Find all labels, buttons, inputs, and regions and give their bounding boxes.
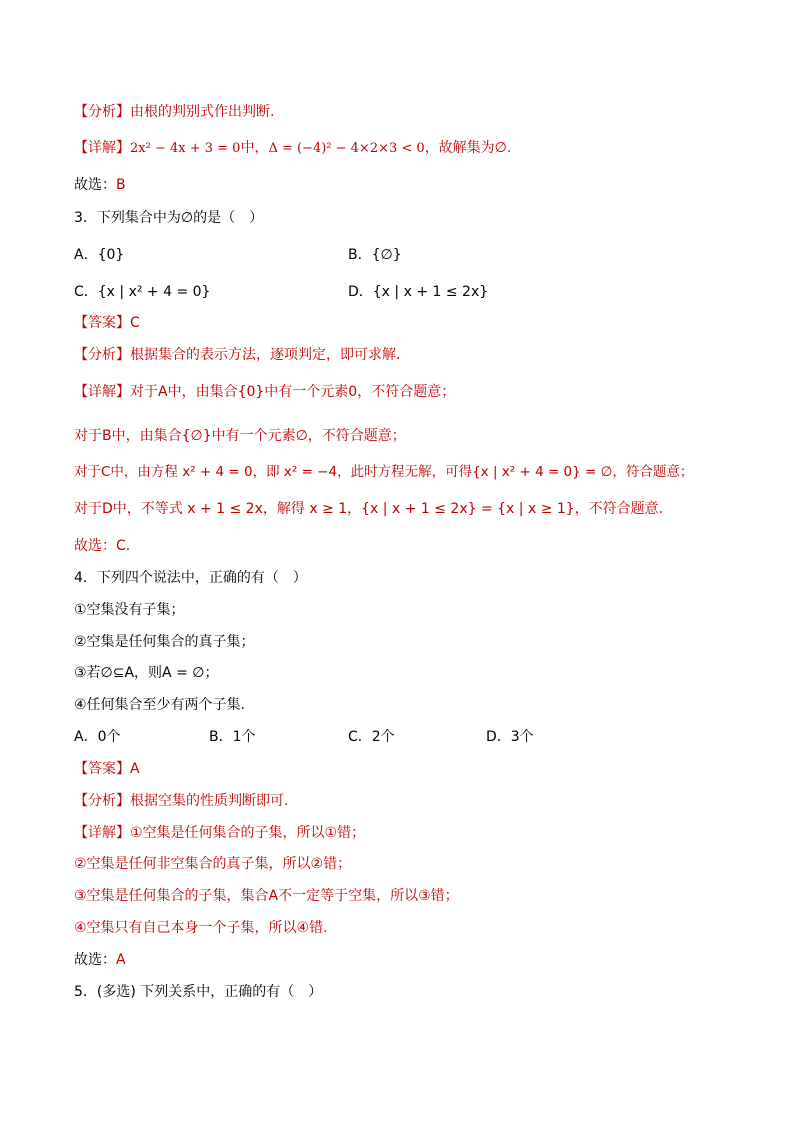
q4-analysis: 【分析】根据空集的性质判断即可. — [74, 793, 289, 809]
q4-option-b: B．1个 — [209, 729, 256, 745]
q3-detail-c: 对于C中，由方程 x² + 4 = 0，即 x² = −4，此时方程无解，可得{x | x² + 4 = 0} = ∅，符合题意； — [74, 464, 694, 480]
q3-stem: 3．下列集合中为∅的是（ ） — [74, 210, 264, 226]
q4-detail-4: ④空集只有自己本身一个子集，所以④错. — [74, 920, 328, 936]
q4-detail-2: ②空集是任何非空集合的真子集，所以②错； — [74, 856, 352, 872]
q4-stem: 4．下列四个说法中，正确的有（ ） — [74, 570, 307, 586]
q3-choice: 故选：C. — [74, 538, 131, 554]
q4-options — [74, 727, 724, 747]
q3-options-row1 — [74, 245, 724, 265]
q4-option-c: C．2个 — [348, 729, 395, 745]
q4-choice: 故选：A — [74, 952, 126, 968]
q4-option-a: A．0个 — [74, 729, 121, 745]
q2-choice: 故选：B — [74, 177, 126, 193]
q3-analysis: 【分析】根据集合的表示方法，逐项判定，即可求解. — [74, 347, 401, 363]
q3-detail-a: 【详解】对于A中，由集合{0}中有一个元素0，不符合题意； — [74, 384, 456, 400]
q3-answer: 【答案】C — [74, 315, 140, 331]
q3-option-b: B．{∅} — [348, 247, 402, 263]
q4-statement-1: ①空集没有子集； — [74, 602, 185, 618]
q4-detail-1: 【详解】①空集是任何集合的子集，所以①错； — [74, 825, 366, 841]
q4-statement-3: ③若∅⊆A，则A = ∅； — [74, 665, 219, 681]
q3-option-c: C．{x | x² + 4 = 0} — [74, 284, 211, 300]
q3-detail-d: 对于D中，不等式 x + 1 ≤ 2x，解得 x ≥ 1，{x | x + 1 ≤ 2x} = {x | x ≥ 1}，不符合题意. — [74, 501, 664, 517]
q4-answer: 【答案】A — [74, 761, 140, 777]
q4-statement-4: ④任何集合至少有两个子集. — [74, 697, 246, 713]
q3-option-a: A．{0} — [74, 247, 125, 263]
q3-options-row2 — [74, 282, 724, 302]
q3-option-d: D．{x | x + 1 ≤ 2x} — [348, 284, 489, 300]
q4-statement-2: ②空集是任何集合的真子集； — [74, 634, 255, 650]
q2-analysis: 【分析】由根的判别式作出判断. — [74, 104, 275, 120]
q3-detail-b: 对于B中，由集合{∅}中有一个元素∅，不符合题意； — [74, 428, 406, 444]
q5-stem: 5．(多选) 下列关系中，正确的有（ ） — [74, 984, 323, 1000]
q2-detail: 【详解】2x² − 4x + 3 = 0中，Δ = (−4)² − 4×2×3 < 0，故解集为∅. — [74, 140, 512, 156]
q4-detail-3: ③空集是任何集合的子集，集合A不一定等于空集，所以③错； — [74, 888, 459, 904]
q4-option-d: D．3个 — [486, 729, 534, 745]
